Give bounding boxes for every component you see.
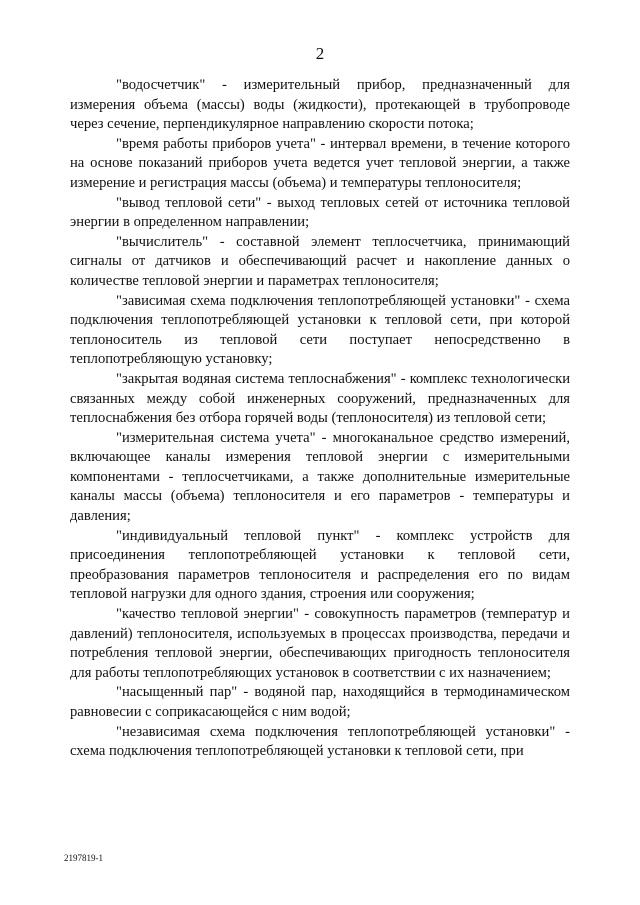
definition-kachestvo-energii: "качество тепловой энергии" - совокупность параметров (температур и давлений) теплоносителя, используемых в процессах производства, передачи и потребления тепловой энергии, обеспечивающих пригодность теплоносителя для работы теплопотребляющих установок в соответствии с их назначением; <box>70 606 570 681</box>
definition-nasyshchenny-par: "насыщенный пар" - водяной пар, находящийся в термодинамическом равновесии с соприкасающейся с ним водой; <box>70 684 570 720</box>
document-code: 2197819-1 <box>64 853 103 863</box>
definition-vremya-raboty: "время работы приборов учета" - интервал времени, в течение которого на основе показаний приборов учета ведется учет тепловой энергии, а также измерение и регистрация массы (объема) и температуры теплоносителя; <box>70 135 570 191</box>
definition-nezavisimaya-skhema: "независимая схема подключения теплопотребляющей установки" - схема подключения теплопотребляющей установки к тепловой сети, при <box>70 723 570 760</box>
page-number: 2 <box>315 44 325 63</box>
definition-vychislitel: "вычислитель" - составной элемент теплосчетчика, принимающий сигналы от датчиков и обеспечивающий расчет и накопление данных о количестве тепловой энергии и параметрах теплоносителя; <box>70 233 570 289</box>
definition-individualny-punkt: "индивидуальный тепловой пункт" - комплекс устройств для присоединения теплопотребляющей установки к тепловой сети, преобразования параметров теплоносителя и распределения его по видам тепловой нагрузки для одного здания, строения или сооружения; <box>70 527 570 603</box>
definition-zavisimaya-skhema: "зависимая схема подключения теплопотребляющей установки" - схема подключения теплопотребляющей установки к тепловой сети, при которой теплоноситель из тепловой сети поступает непосредственно в теплопотребляющую установку; <box>70 292 570 368</box>
definition-vyvod-teplovoy-seti: "вывод тепловой сети" - выход тепловых сетей от источника тепловой энергии в определенном направлении; <box>70 194 570 231</box>
definition-zakrytaya-sistema: "закрытая водяная система теплоснабжения" - комплекс технологически связанных между собой инженерных сооружений, предназначенных для теплоснабжения без отбора горячей воды (теплоносителя) из тепловой сети; <box>70 370 570 427</box>
definition-izmeritelnaya-sistema: "измерительная система учета" - многоканальное средство измерений, включающее каналы измерения тепловой энергии с измерительными компонентами - теплосчетчиками, а также дополнительные измерительные каналы массы (объема) теплоносителя и его параметров - температуры и давления; <box>70 429 570 525</box>
definition-vodoschetchik: "водосчетчик" - измерительный прибор, предназначенный для измерения объема (массы) воды (жидкости), протекающей в трубопроводе через сечение, перпендикулярное направлению скорости потока; <box>70 77 570 133</box>
document-body <box>70 76 570 762</box>
